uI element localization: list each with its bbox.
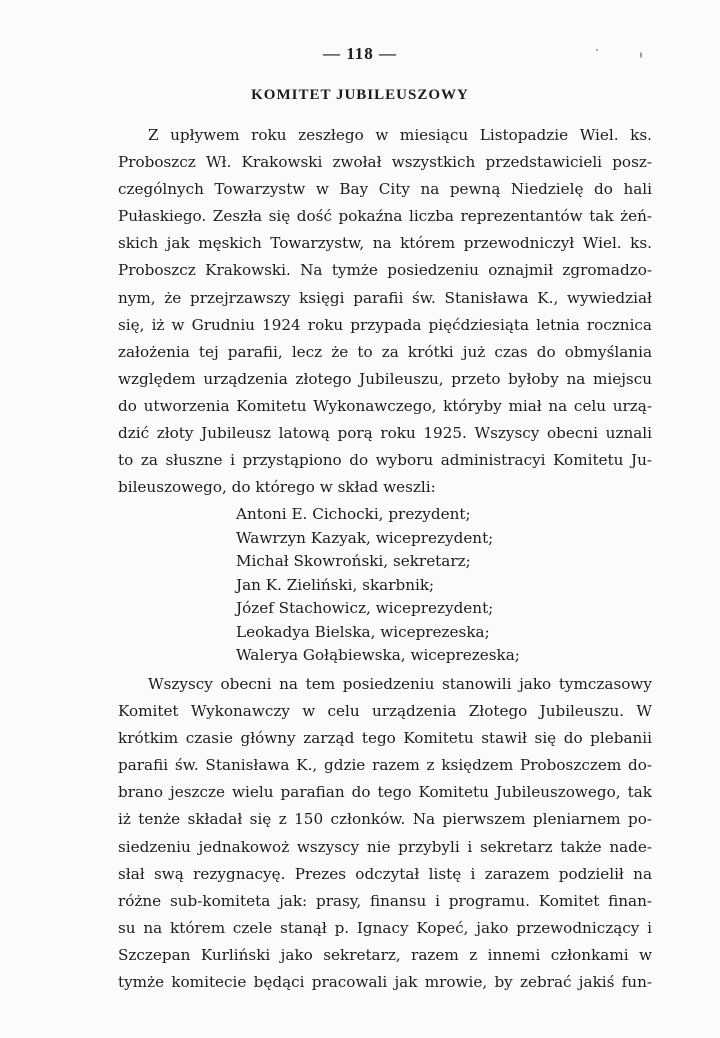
paragraph-2 <box>118 671 652 996</box>
text-line: Szczepan Kurliński jako sekretarz, razem z innemi członkami w <box>118 945 652 964</box>
text-line: dzić złoty Jubileusz latową porą roku 1925. Wszyscy obecni uznali <box>118 424 652 443</box>
text-line: Z upływem roku zeszłego w miesiącu Listopadzie Wiel. ks. <box>148 126 652 144</box>
text-line: skich jak męskich Towarzystw, na którem przewodniczył Wiel. ks. <box>118 234 652 253</box>
text-line: do utworzenia Komitetu Wykonawczego, któryby miał na celu urzą- <box>118 396 652 415</box>
text-line: tymże komitecie będąci pracowali jak mrowie, by zebrać jakiś fun- <box>118 973 652 992</box>
text-line: się, iż w Grudniu 1924 roku przypada pięćdziesiąta letnia rocznica <box>118 315 652 334</box>
committee-member: Leokadya Bielska, wiceprezeska; <box>236 622 490 641</box>
committee-member: Antoni E. Cichocki, prezydent; <box>236 505 471 523</box>
text-line: Pułaskiego. Zeszła się dość pokaźna liczba reprezentantów tak żeń- <box>118 207 652 226</box>
committee-member: Józef Stachowicz, wiceprezydent; <box>236 599 494 617</box>
committee-member: Walerya Gołąbiewska, wiceprezeska; <box>236 646 520 664</box>
paragraph-1 <box>118 122 652 501</box>
committee-member: Jan K. Zieliński, skarbnik; <box>236 575 435 594</box>
committee-member: Michał Skowroński, sekretarz; <box>236 552 471 570</box>
text-line: założenia tej parafii, lecz że to za krótki już czas do obmyślania <box>118 342 652 361</box>
text-line: różne sub-komiteta jak: prasy, finansu i programu. Komitet finan- <box>118 891 652 910</box>
text-line: siedzeniu jednakowoż wszyscy nie przybyli i sekretarz także nade- <box>118 837 652 856</box>
text-line: Proboszcz Wł. Krakowski zwołał wszystkich przedstawicieli posz- <box>118 153 652 172</box>
text-line: to za słuszne i przystąpiono do wyboru administracyi Komitetu Ju- <box>118 451 652 470</box>
committee-member-list <box>236 503 556 668</box>
section-title: KOMITET JUBILEUSZOWY <box>251 87 469 103</box>
text-line: względem urządzenia złotego Jubileuszu, przeto byłoby na miejscu <box>118 369 652 388</box>
text-line: iż tenże składał się z 150 członków. Na pierwszem pleniarnem po- <box>118 810 652 829</box>
committee-member: Wawrzyn Kazyak, wiceprezydent; <box>236 528 494 547</box>
text-line: czególnych Towarzystw w Bay City na pewną Niedzielę do hali <box>118 180 652 199</box>
text-line: parafii św. Stanisława K., gdzie razem z księdzem Proboszczem do- <box>118 756 652 775</box>
text-line: su na którem czele stanął p. Ignacy Kopeć, jako przewodniczący i <box>118 918 652 937</box>
page-number: — 118 — <box>322 44 398 63</box>
text-line: bileuszowego, do którego w skład weszli: <box>118 478 436 497</box>
text-line: Wszyscy obecni na tem posiedzeniu stanowili jako tymczasowy <box>148 675 652 693</box>
text-line: brano jeszcze wielu parafian do tego Komitetu Jubileuszowego, tak <box>118 783 652 802</box>
text-line: krótkim czasie główny zarząd tego Komitetu stawił się do plebanii <box>118 729 652 748</box>
text-line: słał swą rezygnacyę. Prezes odczytał listę i zarazem podzielił na <box>118 864 652 883</box>
text-line: Proboszcz Krakowski. Na tymże posiedzeniu oznajmił zgromadzo- <box>118 261 652 280</box>
text-line: Komitet Wykonawczy w celu urządzenia Złotego Jubileuszu. W <box>118 702 652 721</box>
text-line: nym, że przejrzawszy księgi parafii św. Stanisława K., wywiedział <box>118 288 652 307</box>
